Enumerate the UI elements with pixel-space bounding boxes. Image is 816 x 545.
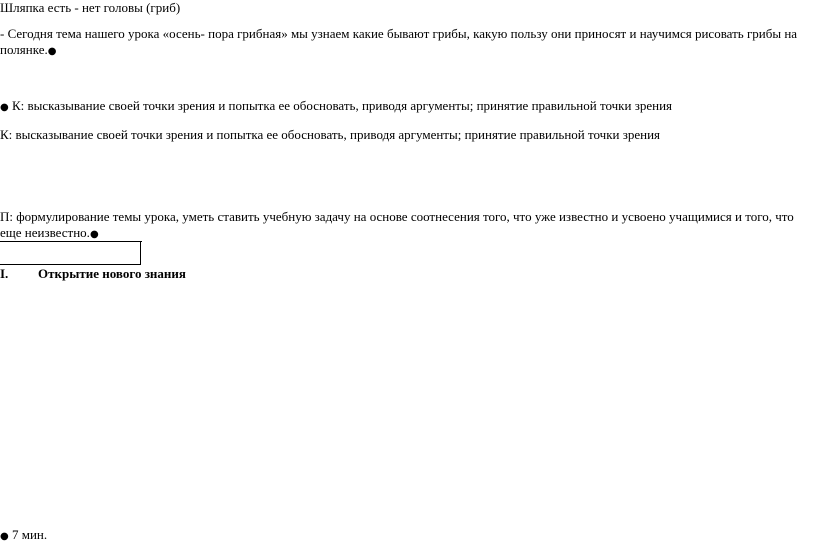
time-line xyxy=(0,527,47,545)
k-line-bulleted xyxy=(0,98,672,116)
riddle-line: Шляпка есть - нет головы (гриб) xyxy=(0,0,181,15)
time-label: 7 мин. xyxy=(11,527,48,542)
intro-text: - Сегодня тема нашего урока «осень- пора грибная» мы узнаем какие бывают грибы, какую пользу они приносят и научимся рисовать грибы на полянке. xyxy=(0,26,798,57)
bullet-icon: ● xyxy=(89,229,99,240)
intro-paragraph xyxy=(0,26,816,60)
section-title: Открытие нового знания xyxy=(38,266,186,281)
k-line-bulleted-text: К: высказывание своей точки зрения и попытка ее обосновать, приводя аргументы; принятие правильной точки зрения xyxy=(11,98,673,113)
p-text: П: формулирование темы урока, уметь ставить учебную задачу на основе соотнесения того, что уже известно и усвоено учащимися и того, что еще неизвестно. xyxy=(0,209,794,240)
bullet-icon: ● xyxy=(0,531,9,542)
table-cell xyxy=(0,241,141,265)
k-line: К: высказывание своей точки зрения и попытка ее обосновать, приводя аргументы; принятие правильной точки зрения xyxy=(0,127,661,142)
bullet-icon: ● xyxy=(47,46,57,57)
section-number: I. xyxy=(0,266,9,281)
bullet-icon: ● xyxy=(0,102,9,113)
p-paragraph xyxy=(0,209,816,243)
